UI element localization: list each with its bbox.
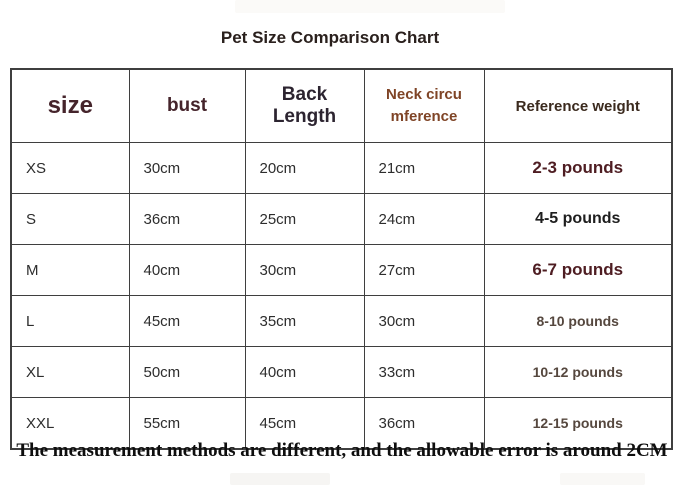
cell-neck: 21cm xyxy=(364,143,484,194)
watermark-remnant-top xyxy=(235,0,505,13)
size-comparison-table xyxy=(10,68,673,450)
cell-bust: 55cm xyxy=(129,398,245,450)
table-row-xl xyxy=(11,347,672,398)
watermark-remnant-bottom-left xyxy=(230,473,330,485)
cell-weight: 2-3 pounds xyxy=(484,143,672,194)
cell-weight: 10-12 pounds xyxy=(484,347,672,398)
cell-bust: 50cm xyxy=(129,347,245,398)
column-header-neck-circumference: Neck circu mference xyxy=(364,69,484,143)
cell-size: L xyxy=(11,296,129,347)
table-row-s xyxy=(11,194,672,245)
table-row-xs xyxy=(11,143,672,194)
cell-size: XXL xyxy=(11,398,129,450)
cell-back-length: 35cm xyxy=(245,296,364,347)
cell-bust: 45cm xyxy=(129,296,245,347)
cell-neck: 24cm xyxy=(364,194,484,245)
cell-size: XS xyxy=(11,143,129,194)
cell-size: M xyxy=(11,245,129,296)
watermark-remnant-bottom-right xyxy=(560,473,645,485)
cell-bust: 40cm xyxy=(129,245,245,296)
cell-back-length: 20cm xyxy=(245,143,364,194)
cell-weight: 4-5 pounds xyxy=(484,194,672,245)
column-header-back-length: Back Length xyxy=(245,69,364,143)
cell-size: XL xyxy=(11,347,129,398)
cell-bust: 36cm xyxy=(129,194,245,245)
cell-back-length: 40cm xyxy=(245,347,364,398)
cell-size: S xyxy=(11,194,129,245)
cell-weight: 8-10 pounds xyxy=(484,296,672,347)
cell-weight: 12-15 pounds xyxy=(484,398,672,450)
cell-back-length: 45cm xyxy=(245,398,364,450)
column-header-bust: bust xyxy=(129,69,245,143)
cell-neck: 30cm xyxy=(364,296,484,347)
cell-neck: 27cm xyxy=(364,245,484,296)
cell-bust: 30cm xyxy=(129,143,245,194)
column-header-reference-weight: Reference weight xyxy=(484,69,672,143)
header-row xyxy=(11,69,672,143)
table-row-l xyxy=(11,296,672,347)
cell-neck: 36cm xyxy=(364,398,484,450)
measurement-note: The measurement methods are different, and the allowable error is around 2CM xyxy=(16,440,668,461)
table-row-m xyxy=(11,245,672,296)
chart-title: Pet Size Comparison Chart xyxy=(220,28,440,47)
column-header-size: size xyxy=(11,69,129,143)
cell-back-length: 30cm xyxy=(245,245,364,296)
cell-weight: 6-7 pounds xyxy=(484,245,672,296)
cell-back-length: 25cm xyxy=(245,194,364,245)
cell-neck: 33cm xyxy=(364,347,484,398)
